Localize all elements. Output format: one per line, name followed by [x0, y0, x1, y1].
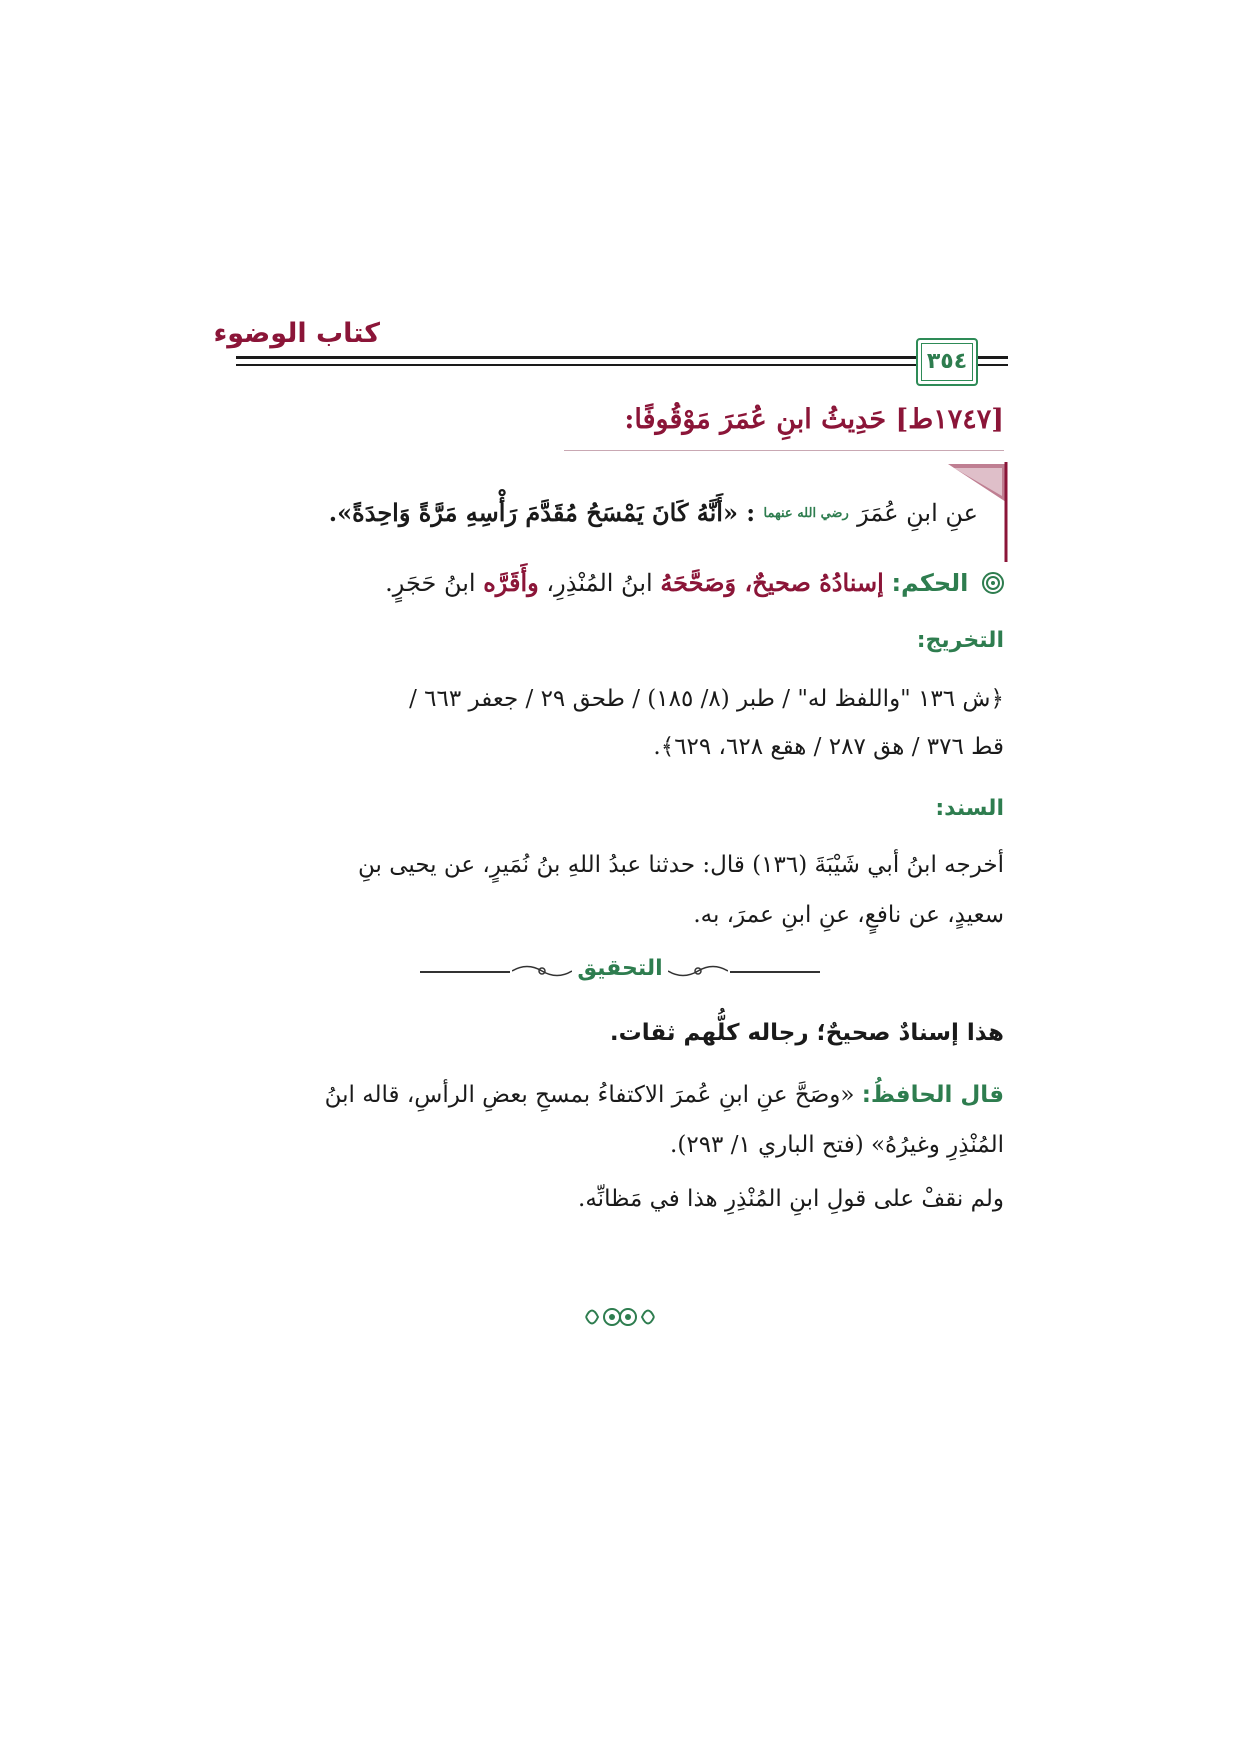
ruling-authority-1: ابنُ المُنْذِرِ،	[546, 569, 653, 597]
sanad-line-2: سعيدٍ، عن نافعٍ، عنِ ابنِ عمرَ، به.	[693, 902, 1004, 928]
page-number-badge: ٣٥٤	[916, 338, 978, 386]
tahqiq-heading: التحقيق	[577, 956, 663, 981]
flower-ornament-icon	[982, 572, 1004, 594]
hadith-matn: : «أَنَّهُ كَانَ يَمْسَحُ مُقَدَّمَ رَأْسِهِ مَرَّةً وَاحِدَةً».	[328, 498, 756, 527]
hadith-text	[238, 498, 978, 527]
hafiz-line-2: المُنْذِرِ وغيرُهُ» (فتح الباري ١/ ٢٩٣).	[670, 1132, 1004, 1158]
header-rule	[236, 352, 1008, 374]
ruling-approval: وأَقَرَّه	[483, 568, 539, 597]
sanad-heading: السند:	[935, 796, 1004, 821]
hafiz-quote-1: «وصَحَّ عنِ ابنِ عُمرَ الاكتفاءُ بمسحِ بعضِ الرأسِ، قاله ابنُ	[324, 1082, 855, 1108]
hafiz-label: قال الحافظُ:	[861, 1082, 1004, 1108]
book-title: كتاب الوضوء	[213, 318, 380, 349]
title-underline	[564, 450, 1004, 451]
ruling-line	[224, 568, 1004, 597]
ruling-grade: إسنادُهُ صحيحٌ، وَصَحَّحَهُ	[660, 568, 884, 597]
tahqiq-verdict: هذا إسنادٌ صحيحٌ؛ رجاله كلُّهم ثقات.	[609, 1020, 1004, 1046]
narrator-prefix: عنِ ابنِ عُمَرَ	[857, 499, 978, 527]
takhrij-line-1: ﴿ش ١٣٦ "واللفظ له" / طبر (٨/ ١٨٥) / طحق ٢٩ / جعفر ٦٦٣ /	[409, 686, 1004, 712]
radi-allahu-anhuma-mark: رضي الله عنهما	[763, 506, 849, 521]
sanad-line-1: أخرجه ابنُ أبي شَيْبَةَ (١٣٦) قال: حدثنا عبدُ اللهِ بنُ نُمَيرٍ، عن يحيى بنِ	[358, 852, 1004, 878]
tahqiq-divider	[420, 956, 820, 986]
end-ornament-icon	[582, 1300, 658, 1334]
takhrij-line-2: قط ٣٧٦ / هق ٢٨٧ / هقع ٦٢٨، ٦٢٩﴾.	[653, 734, 1004, 760]
hafiz-line-1	[214, 1082, 1004, 1108]
ruling-authority-2: ابنُ حَجَرٍ.	[385, 569, 476, 597]
header-rule-end	[982, 356, 1008, 367]
takhrij-heading: التخريج:	[916, 628, 1004, 653]
ruling-label: الحكم:	[891, 569, 969, 597]
closing-note: ولم نقفْ على قولِ ابنِ المُنْذِرِ هذا في مَظانِّه.	[578, 1186, 1004, 1212]
hadith-title: [١٧٤٧ط] حَدِيثُ ابنِ عُمَرَ مَوْقُوفًا:	[624, 404, 1004, 435]
divider-ornament-icon	[512, 962, 572, 980]
divider-ornament-icon	[668, 962, 728, 980]
